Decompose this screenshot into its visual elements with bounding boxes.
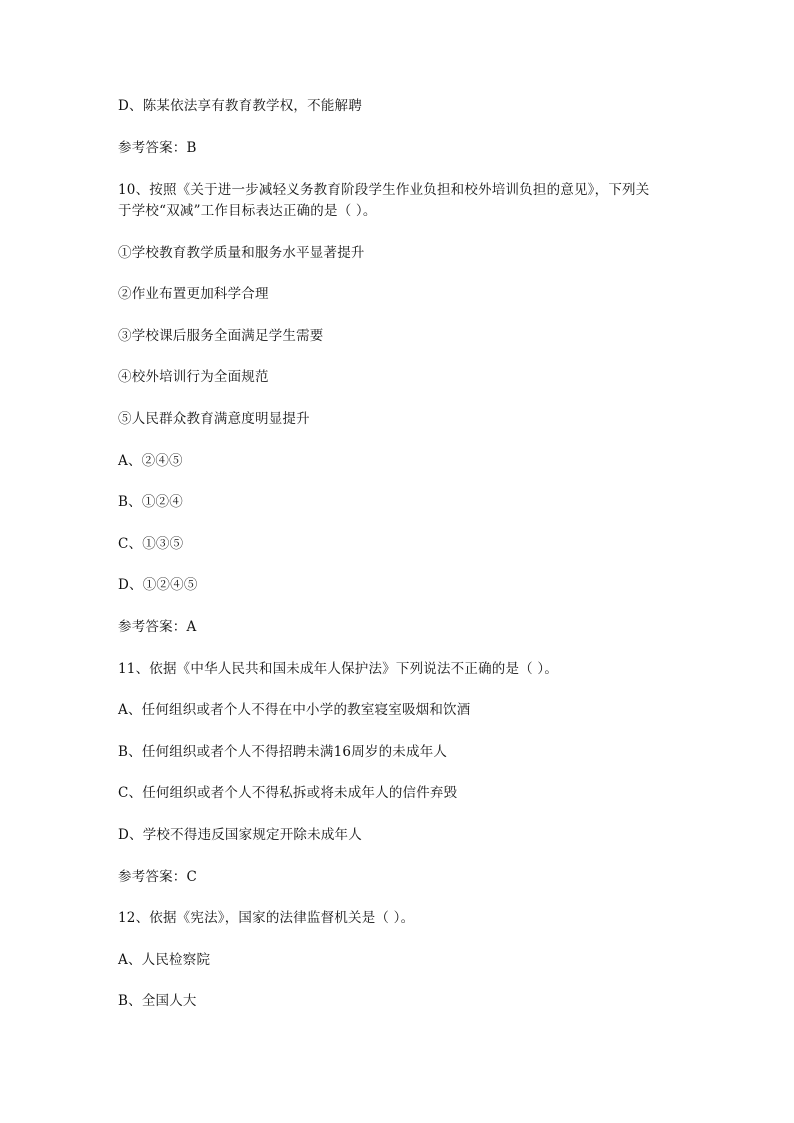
q10-option-b: B、①②④ xyxy=(118,494,183,510)
q10-statement-2: ②作业布置更加科学合理 xyxy=(118,286,269,302)
q10-statement-5: ⑤人民群众教育满意度明显提升 xyxy=(118,411,310,427)
q10-statement-3: ③学校课后服务全面满足学生需要 xyxy=(118,328,324,344)
q10-question-line2: 于学校“双减”工作目标表达正确的是（ ）。 xyxy=(118,203,377,219)
q11-option-c: C、任何组织或者个人不得私拆或将未成年人的信件弃毁 xyxy=(118,785,458,801)
q10-statement-4: ④校外培训行为全面规范 xyxy=(118,369,269,385)
q11-option-d: D、学校不得违反国家规定开除未成年人 xyxy=(118,827,362,843)
q11-question: 11、依据《中华人民共和国未成年人保护法》下列说法不正确的是（ ）。 xyxy=(118,661,559,677)
q10-option-d: D、①②④⑤ xyxy=(118,577,198,593)
q10-option-c: C、①③⑤ xyxy=(118,536,184,552)
q11-answer: 参考答案：C xyxy=(118,869,198,885)
q11-option-b: B、任何组织或者个人不得招聘未满16周岁的未成年人 xyxy=(118,744,448,760)
q12-option-b: B、全国人大 xyxy=(118,993,197,1009)
q9-answer: 参考答案：B xyxy=(118,140,197,156)
q12-option-a: A、人民检察院 xyxy=(118,952,211,968)
q9-option-d: D、陈某依法享有教育教学权，不能解聘 xyxy=(118,98,362,114)
q11-option-a: A、任何组织或者个人不得在中小学的教室寝室吸烟和饮酒 xyxy=(118,702,471,718)
q10-option-a: A、②④⑤ xyxy=(118,453,183,469)
q12-question: 12、依据《宪法》，国家的法律监督机关是（ ）。 xyxy=(118,910,415,926)
q10-question-line1: 10、按照《关于进一步减轻义务教育阶段学生作业负担和校外培训负担的意见》，下列关 xyxy=(118,182,650,198)
q10-statement-1: ①学校教育教学质量和服务水平显著提升 xyxy=(118,245,365,261)
q10-answer: 参考答案：A xyxy=(118,619,197,635)
